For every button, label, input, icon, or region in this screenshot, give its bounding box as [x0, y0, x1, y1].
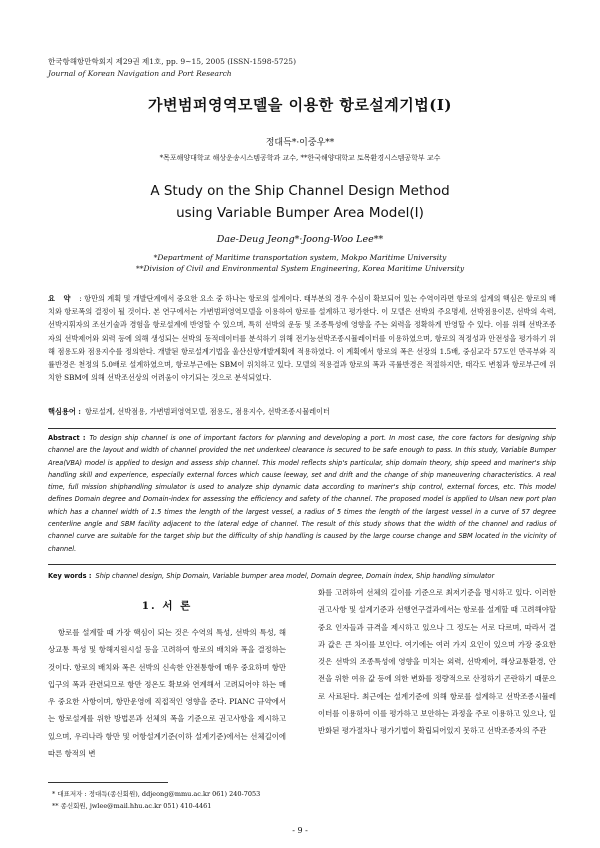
footnote-2: ** 종신회원, jwlee@mail.hhu.ac.kr 051) 410-4461 — [52, 802, 212, 810]
affiliation-en-1: *Department of Maritime transportation system, Mokpo Maritime University — [153, 253, 447, 262]
paper-title-en — [0, 180, 600, 224]
footnote-1: * 대표저자 : 정대득(종신회원), ddjeong@mmu.ac.kr 061) 240-7053 — [52, 790, 261, 798]
section-heading-introduction: 1. 서 론 — [141, 600, 193, 612]
journal-info-en: Journal of Korean Navigation and Port Research — [48, 69, 232, 78]
divider-keywords — [48, 564, 556, 565]
paper-title-en-line2: using Variable Bumper Area Model(Ⅰ) — [176, 205, 424, 221]
abstract-en-label: Abstract : — [48, 434, 86, 442]
body-column-left — [48, 624, 286, 762]
abstract-ko — [48, 292, 556, 384]
abstract-en — [48, 432, 556, 555]
keywords-en-text: Ship channel design, Ship Domain, Variable bumper area model, Domain degree, Domain index, Ship handling simulator — [95, 572, 495, 580]
authors-ko: 정대득*·이중우** — [265, 138, 335, 148]
divider-top — [48, 428, 556, 429]
keywords-ko-label: 핵심용어 : — [48, 407, 81, 416]
keywords-ko — [48, 406, 556, 418]
affiliation-en-2: **Division of Civil and Environmental System Engineering, Korea Maritime University — [135, 264, 465, 273]
affiliations-ko: *목포해양대학교 해상운송시스템공학과 교수, **한국해양대학교 토목환경시스템공학부 교수 — [159, 154, 441, 162]
keywords-en — [48, 570, 556, 582]
paper-title-ko: 가변범퍼영역모델을 이용한 항로설계기법(Ⅰ) — [148, 96, 452, 114]
body-column-right — [318, 584, 556, 740]
body-paragraph: 화를 고려하여 선체의 길이를 기준으로 최저기준을 명시하고 있다. 이러한 권고사항 및 설계기준과 선행연구결과에서는 항로를 설계할 때 고려해야할 중요 인자들과 규격을 제시하고 있으나 그 정도는 서로 다르며, 따라서 결과 값은 큰 차이를 보인다. 여기에는 여러 가지 요인이 있으며 가장 중요한 것은 선박의 조종특성에 영향을 미치는 외력, 선박제어, 해상교통환경, 안전을 위한 여유 값 등에 의한 변화를 정량적으로 산정하기 곤란하기 때문으로 사료된다. 최근에는 설계기준에 의해 항로를 설계하고 선박조종시뮬레이터를 이용하여 이를 평가하고 보안하는 과정을 주로 이용하고 있으나, 일반화된 평가절차나 평가기법이 확립되어있지 못하고 선박조종자의 주관 — [318, 588, 556, 736]
footnotes — [52, 788, 260, 812]
affiliations-en — [0, 252, 600, 274]
paper-title-en-line1: A Study on the Ship Channel Design Method — [150, 183, 450, 199]
abstract-en-text: To design ship channel is one of important factors for planning and developing a port. In most case, the core factors for designing ship channel are the layout and width of channel provided the net underkeel clearance is secured to be safe enough to pass. In this study, Variable Bumper Area(VBA) model is applied to design and assess ship channel. This model reflects ship's particular, ship domain theory, ship speed and mariner's ship handling skill and experience, especially external forces which cause leeway, set and drift and the change of ship maneuvering characteristics. A real time, full mission shiphandling simulator is used to analyze ship dynamic data according to mariner's ship control, external forces, etc. This model defines Domain degree and Domain-index for assessing the efficiency and safety of the channel. The proposed model is applied to Ulsan new port plan which has a channel width of 1.5 times the length of the largest vessel, a radius of 5 times the length of the largest vessel in a curve of 57 degree centerline angle and SBM facility adjacent to the lateral edge of channel. The result of this study shows that the width of the channel and radius of channel curve are suitable for the target ship but the difficulty of ship handling is caused by the large course change and SBM located in the vicinity of channel. — [48, 434, 556, 553]
body-paragraph: 항로를 설계할 때 가장 핵심이 되는 것은 수역의 특성, 선박의 특성, 해상교통 특성 및 항해지원시설 등을 고려하여 항로의 배치와 폭을 결정하는 것이다. 항로의 배치와 폭은 선박의 신속한 안전통항에 매우 중요하며 항만 입구의 폭과 관련되므로 항만 정온도 확보와 연계해서 고려되어야 하는 매우 중요한 사항이며, 항만운영에 직접적인 영향을 준다. PIANC 규약에서는 항로설계를 위한 방법론과 선체의 폭을 기준으로 권고사항을 제시하고 있으며, 우리나라 항만 및 어항설계기준(이하 설계기준)에서는 선체길이에 따른 항적의 변 — [48, 628, 286, 759]
authors-en: Dae-Deug Jeong*·Joong-Woo Lee** — [216, 234, 384, 245]
footnote-divider — [48, 782, 168, 783]
abstract-ko-text: : 항만의 계획 및 개발단계에서 중요한 요소 중 하나는 항로의 설계이다. 태부분의 경우 수심이 확보되어 있는 수역이라면 항로의 설계의 핵심은 항로의 배치와 항로폭의 결정이 될 것이다. 본 연구에서는 가변범퍼영역모델을 이용하여 항로를 설계하고 평가한다. 이 모델은 선박의 주요명세, 선박점용이론, 선박의 속력, 선박지휘자의 조선기술과 경험을 항로설계에 반영할 수 있으며, 특히 선박의 운동 및 조종특성에 영향을 주는 외력을 정확하게 반영할 수 있다. 이를 위해 선박조종자의 선박제어와 외력 등에 의해 생성되는 선박의 동적데이터를 분석하기 위해 전기능선박조종시뮬레이터를 이용하였으며, 항로의 적정성과 안전성을 평가하기 위해 점용도와 점용지수를 정의한다. 개발된 항로설계기법을 울산신항개발계획에 적용하였다. 이 계획에서 항로의 폭은 선장의 1.5배, 중심교각 57도인 만곡부와 직률반경은 천정의 5.0배로 설계하였으며, 항로부근에는 SBM이 위치하고 있다. 모델의 적용결과 항로의 폭과 곡률반경은 적절하지만, 태각도 변침과 항로부근에 위치한 SBM에 의해 선박조선상의 어려움이 야기되는 것으로 분석되었다. — [48, 294, 556, 383]
journal-header — [48, 56, 296, 80]
keywords-ko-text: 항로설계, 선박점용, 가변범퍼영역모델, 점용도, 점용지수, 선박조종시뮬레이터 — [84, 407, 330, 416]
abstract-ko-label: 요 약 — [48, 294, 74, 303]
page-number: - 9 - — [292, 826, 308, 835]
keywords-en-label: Key words : — [48, 572, 92, 580]
journal-info-ko: 한국항해항만학회지 제29권 제1호, pp. 9~15, 2005 (ISSN-1598-5725) — [48, 57, 297, 66]
